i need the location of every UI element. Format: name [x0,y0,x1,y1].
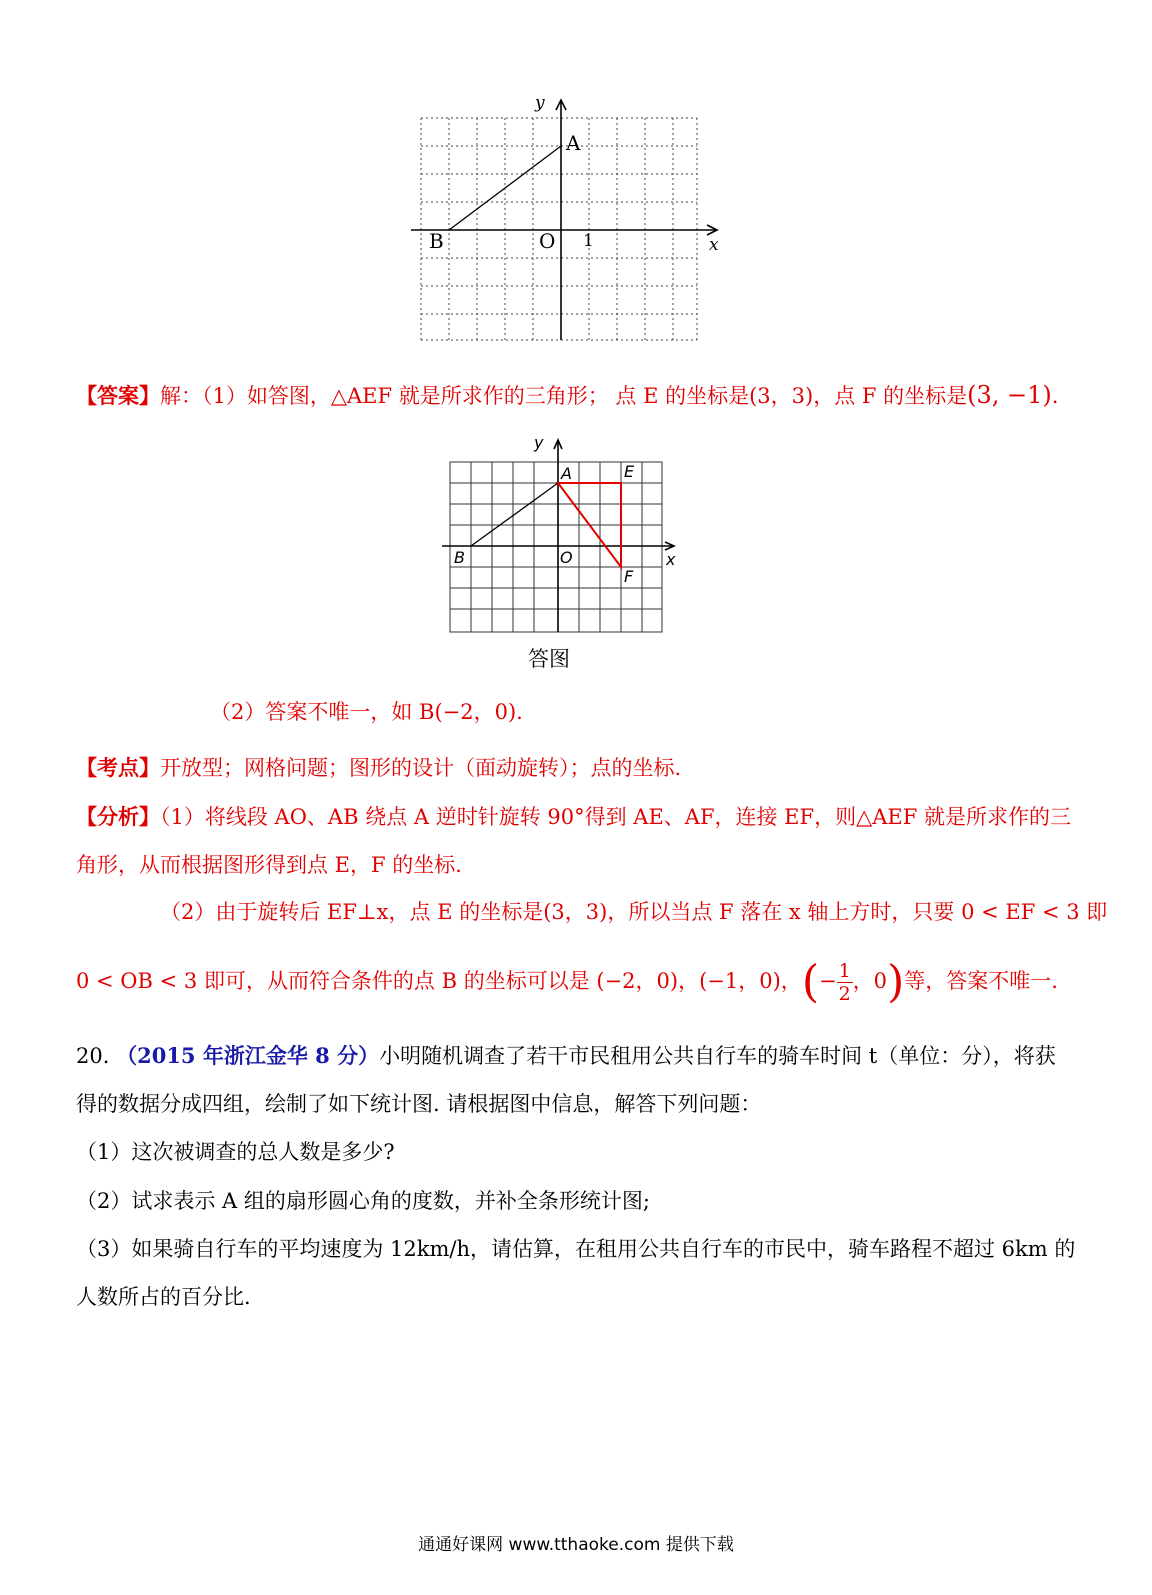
point-e-label: E [624,462,635,481]
answer-text: 解：（1）如答图，△AEF 就是所求作的三角形； 点 E 的坐标是(3，3)，点 F 的坐标是 [160,384,968,408]
unit-label: 1 [583,231,594,251]
fenxi-line-1 [76,802,1071,832]
answer-part-2: （2）答案不唯一，如 B(−2，0). [210,700,523,724]
answer-line [76,380,1062,411]
segment-ab-answer [471,483,558,546]
fenxi-text-4a: 0 < OB < 3 即可，从而符合条件的点 B 的坐标可以是 (−2，0)，(−1，0)， [76,969,802,993]
y-axis-label-2: y [534,433,544,452]
origin-label: O [539,229,556,253]
page-footer: 通通好课网 www.tthaoke.com 提供下载 [418,1535,734,1555]
question-20-sub-1: （1）这次被调查的总人数是多少? [76,1140,395,1164]
y-axis-label: y [535,93,545,113]
kaodian-tag: 【考点】 [76,755,160,780]
answer-coord-f: (3, −1) [967,381,1052,409]
point-f-label: F [624,567,634,586]
question-source: （2015 年浙江金华 8 分） [116,1043,380,1068]
kaodian-text: 开放型；网格问题；图形的设计（面动旋转）；点的坐标. [160,756,682,780]
figure-caption: 答图 [528,647,570,671]
point-a-label-2: A [561,464,572,483]
question-text-1: 小明随机调查了若干市民租用公共自行车的骑车时间 t（单位：分），将获 [379,1044,1056,1068]
kaodian-line [76,753,1062,783]
fenxi-text-4b: 等，答案不唯一. [904,969,1058,993]
point-b-label: B [429,229,444,253]
point-a-label: A [566,131,581,155]
question-20-line-2: 得的数据分成四组，绘制了如下统计图. 请根据图中信息，解答下列问题： [76,1092,762,1116]
origin-label-2: O [560,548,573,567]
fraction-one-half [837,960,853,1005]
point-b-label-2: B [454,548,465,567]
fenxi-line-3: （2）由于旋转后 EF⊥x，点 E 的坐标是(3，3)，所以当点 F 落在 x 轴上方时，只要 0 < EF < 3 即 [160,900,1108,924]
question-number: 20. [76,1044,110,1068]
fenxi-line-4: 0 < OB < 3 即可，从而符合条件的点 B 的坐标可以是 (−2，0)，(−1，0)，(− $\frac{1}{2}$ ，0)等，答案不唯一. [76,956,1058,1008]
figure-1-grid [405,88,735,350]
question-20-sub-3: （3）如果骑自行车的平均速度为 12km/h，请估算，在租用公共自行车的市民中，骑车路程不超过 6km 的 [76,1237,1076,1261]
fraction-numerator: 1 [838,960,851,982]
fraction-denominator: 2 [838,983,851,1005]
fraction-sign: − [818,969,837,993]
answer-end: . [1051,384,1059,408]
question-20-sub-3b: 人数所占的百分比. [76,1285,251,1309]
figure-2-answer-grid [440,432,685,677]
fenxi-line-2: 角形，从而根据图形得到点 E，F 的坐标. [76,853,462,877]
fenxi-text-1: （1）将线段 AO、AB 绕点 A 逆时针旋转 90°得到 AE、AF，连接 EF，则△AEF 就是所求作的三 [160,805,1071,829]
question-20-sub-2: （2）试求表示 A 组的扇形圆心角的度数，并补全条形统计图; [76,1189,650,1213]
answer-tag: 【答案】 [76,383,160,408]
fraction-tail: ，0 [852,969,888,993]
x-axis-label-2: x [666,550,676,569]
fenxi-tag: 【分析】 [76,804,160,829]
x-axis-label: x [709,235,719,255]
question-20-line-1 [76,1041,1062,1071]
